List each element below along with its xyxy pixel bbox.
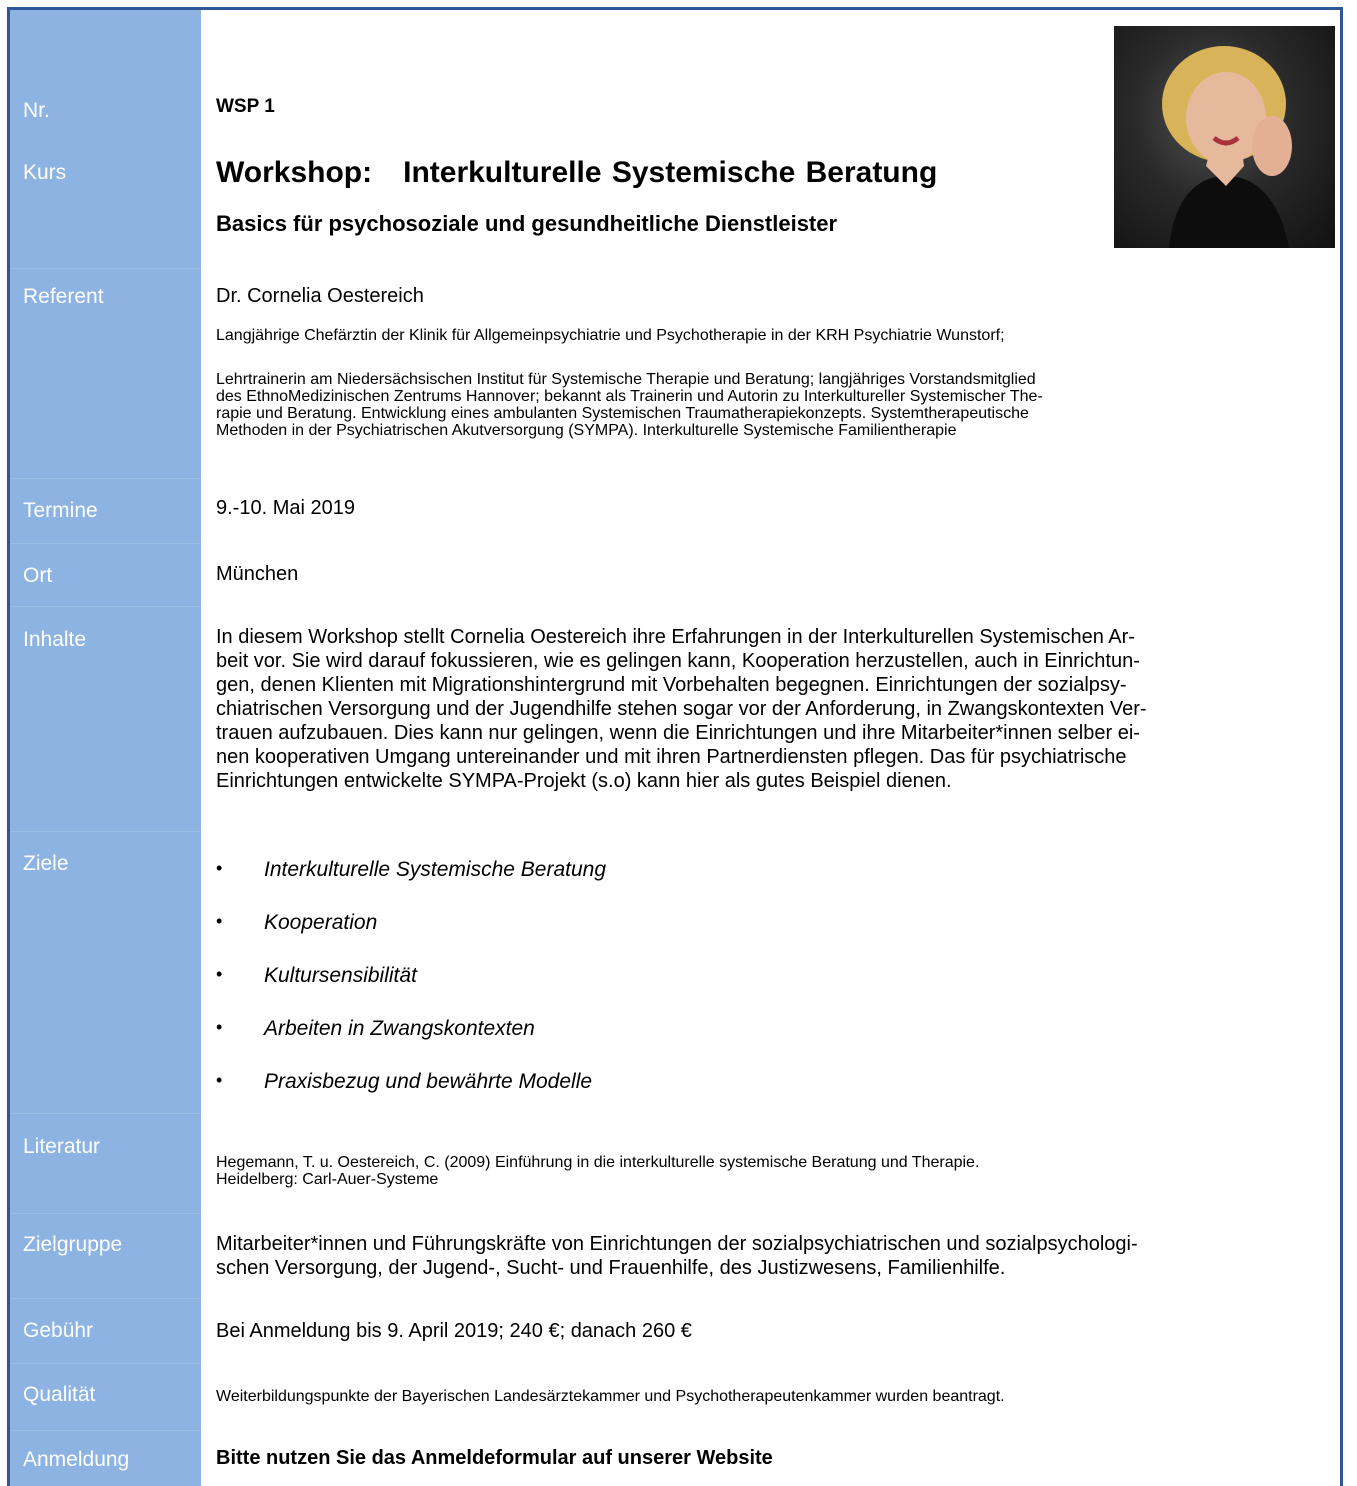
content-line: chiatrischen Versorgung und der Jugendhilfe stehen sogar vor der Anforderung, in Zwangskontexten Ver- <box>216 698 1147 720</box>
content-line: gen, denen Klienten mit Migrationshintergrund mit Vorbehalten begegnen. Einrichtungen der sozialpsy- <box>216 674 1127 696</box>
label-inhalte: Inhalte <box>23 628 87 651</box>
referent-bio <box>216 371 1043 439</box>
label-ort: Ort <box>23 564 53 587</box>
referent-portrait-photo <box>1114 26 1335 248</box>
label-termine: Termine <box>23 499 98 522</box>
referent-position: Langjährige Chefärztin der Klinik für Allgemeinpsychiatrie und Psychotherapie in der KRH Psychiatrie Wunstorf; <box>216 327 1005 344</box>
bio-line: des EthnoMedizinischen Zentrums Hannover; bekannt als Trainerin und Autorin zu Interkultureller Systemischer The- <box>216 388 1043 405</box>
fee-value: Bei Anmeldung bis 9. April 2019; 240 €; danach 260 € <box>216 1320 692 1342</box>
row-separator <box>10 1213 201 1214</box>
content-line: In diesem Workshop stellt Cornelia Oestereich ihre Erfahrungen in der Interkulturellen Systemischen Ar- <box>216 626 1135 648</box>
row-separator <box>10 543 201 544</box>
bio-line: Methoden in der Psychiatrischen Akutversorgung (SYMPA). Interkulturelle Systemische Familientherapie <box>216 422 957 439</box>
goal-text: Arbeiten in Zwangskontexten <box>264 1017 535 1040</box>
label-literatur: Literatur <box>23 1135 101 1158</box>
label-column <box>10 10 201 1486</box>
row-separator <box>10 478 201 479</box>
goal-text: Kultursensibilität <box>264 964 417 987</box>
goals-list <box>216 855 606 1120</box>
bullet-icon: • <box>216 1017 223 1037</box>
goal-item <box>216 908 606 961</box>
label-kurs: Kurs <box>23 161 67 184</box>
target-group-line: Mitarbeiter*innen und Führungskräfte von Einrichtungen der sozialpsychiatrischen und sozialpsychologi- <box>216 1233 1138 1255</box>
goal-item <box>216 1067 606 1120</box>
goal-text: Praxisbezug und bewährte Modelle <box>264 1070 593 1093</box>
course-title: Workshop: Interkulturelle Systemische Beratung <box>216 156 938 189</box>
label-zielgruppe: Zielgruppe <box>23 1233 123 1256</box>
target-group-line: schen Versorgung, der Jugend-, Sucht- und Frauenhilfe, des Justizwesens, Familienhilfe. <box>216 1257 1006 1279</box>
row-separator <box>10 1298 201 1299</box>
literature-line: Hegemann, T. u. Oestereich, C. (2009) Einführung in die interkulturelle systemische Beratung und Therapie. <box>216 1154 980 1171</box>
content-line: beit vor. Sie wird darauf fokussieren, wie es gelingen kann, Kooperation herzustellen, auch in Einrichtun- <box>216 650 1140 672</box>
content-line: Einrichtungen entwickelte SYMPA-Projekt (s.o) kann hier als gutes Beispiel dienen. <box>216 770 952 792</box>
label-ziele: Ziele <box>23 852 69 875</box>
bio-line: Lehrtrainerin am Niedersächsischen Institut für Systemische Therapie und Beratung; langjähriges Vorstandsmitglied <box>216 371 1036 388</box>
target-group <box>216 1232 1326 1280</box>
row-separator <box>10 1430 201 1431</box>
row-separator <box>10 1113 201 1114</box>
referent-name: Dr. Cornelia Oestereich <box>216 285 424 307</box>
goal-item <box>216 961 606 1014</box>
goal-item <box>216 1014 606 1067</box>
quality-value: Weiterbildungspunkte der Bayerischen Landesärztekammer und Psychotherapeutenkammer wurden beantragt. <box>216 1388 1005 1405</box>
course-number: WSP 1 <box>216 96 275 117</box>
content-description <box>216 625 1326 793</box>
literature-reference <box>216 1154 979 1188</box>
goal-text: Interkulturelle Systemische Beratung <box>264 858 606 881</box>
label-qualitaet: Qualität <box>23 1383 96 1406</box>
bullet-icon: • <box>216 964 223 984</box>
bullet-icon: • <box>216 911 223 931</box>
bullet-icon: • <box>216 1070 223 1090</box>
literature-line: Heidelberg: Carl-Auer-Systeme <box>216 1171 439 1188</box>
goal-item <box>216 855 606 908</box>
content-line: trauen aufzubauen. Dies kann nur gelingen, wenn die Einrichtungen und ihre Mitarbeiter*innen selber ei- <box>216 722 1140 744</box>
registration-value: Bitte nutzen Sie das Anmeldeformular auf unserer Website <box>216 1447 773 1469</box>
bullet-icon: • <box>216 858 223 878</box>
label-anmeldung: Anmeldung <box>23 1448 130 1471</box>
label-nr: Nr. <box>23 99 50 122</box>
dates-value: 9.-10. Mai 2019 <box>216 497 355 519</box>
label-gebuehr: Gebühr <box>23 1319 94 1342</box>
row-separator <box>10 1363 201 1364</box>
label-referent: Referent <box>23 285 104 308</box>
course-subtitle: Basics für psychosoziale und gesundheitliche Dienstleister <box>216 211 838 236</box>
row-separator <box>10 268 201 269</box>
content-line: nen kooperativen Umgang untereinander und mit ihren Partnerdiensten pflegen. Das für psychiatrische <box>216 746 1127 768</box>
row-separator <box>10 831 201 832</box>
goal-text: Kooperation <box>264 911 378 934</box>
location-value: München <box>216 563 299 585</box>
row-separator <box>10 606 201 607</box>
bio-line: rapie und Beratung. Entwicklung eines ambulanten Systemischen Traumatherapiekonzepts. Systemtherapeutische <box>216 405 1029 422</box>
